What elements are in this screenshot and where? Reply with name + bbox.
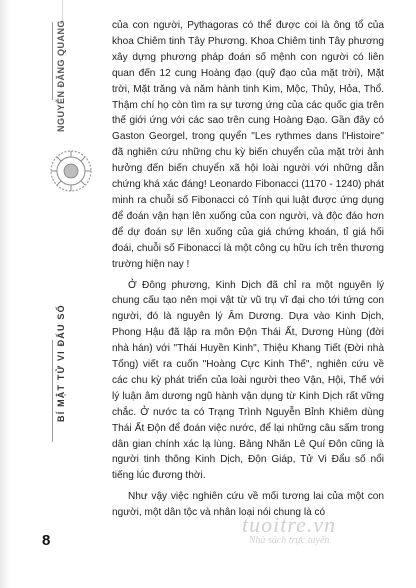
- ornament-emblem-icon: [48, 148, 94, 194]
- paragraph-2: Ở Đông phương, Kinh Dịch đã chỉ ra một nguyên lý chung cấu tạo nên mọi vật từ vũ trụ vĩ đại cho tới tứng con người, đó là nguyên lý Âm Dương. Dựa vào Kinh Dịch, Phong Hậu đã lập ra môn Độn Thái Ất, Dương Hùng (đời nhà hán) với "Thái Huyền Kinh", Thiệu Khang Tiết (Đời nhà Tống) viết ra cuốn "Hoàng Cực Kinh Thế", nghiên cứu về các chu kỳ phát triển của loài người theo Vận, Hội, Thế với lý luận âm dương ngũ hành vận dụng từ Kinh Dịch rất vững chắc. Ở nước ta có Trạng Trình Nguyễn Bỉnh Khiêm dùng Thái Ất Độn để đoán việc nước, để lại những câu sấm trong dân gian chính xác lạ lùng. Bảng Nhãn Lê Quí Đôn cũng là người tinh thông Kinh Dịch, Độn Giáp, Tử Vi Đẩu số nổi tiếng lúc đương thời.: [112, 279, 384, 482]
- watermark-brand: tuoitre.vn: [242, 512, 337, 537]
- body-text: [112, 18, 384, 526]
- margin-rule-upper: [52, 22, 53, 100]
- top-margin-divider: [62, 0, 63, 22]
- paragraph-3: Như vậy việc nghiên cứu về mối tương lai của một con người, một dân tộc và nhân loại nói chung là có: [112, 491, 384, 519]
- book-title: BÍ MẬT TỬ VI ĐẨU SỐ: [56, 304, 66, 422]
- watermark-tagline: Nhà sách trực tuyến: [248, 535, 330, 546]
- page-number: 8: [42, 532, 51, 549]
- paragraph-1: của con người, Pythagoras có thể được coi là ông tổ của khoa Chiêm tinh Tây Phương. Khoa Chiêm tinh Tây phương xây dựng phương pháp đoán số mệnh con người có liên quan đến 12 cung Hoàng đạo (quỹ đạo của mặt trời), Mặt trời, Mặt trăng và năm hành tinh Kim, Mộc, Thủy, Hỏa, Thổ. Thậm chí họ còn tìm ra sự tương ứng của các quốc gia trên thế giới ứng với các sao trên cung Hoàng Đạo. Gần đây có Gaston Georgel, trong quyển "Les rythmes dans l'Histoire" đã nghiên cứu những chu kỳ biến chuyển của mặt trời ảnh hưởng đến biến chuyển xã hội loài người với những dẫn chứng khá xác đáng! Leonardo Fibonacci (1170 - 1240) phát minh ra chuỗi số Fibonacci có Tính qui luật được ứng dụng để đoán vận hạn lên xuống của con người, và độc đáo hơn để dự đoán sự lên xuống của giá chứng khoán, tỉ giá hối đoái, chuỗi số Fibonacci là một công cụ hữu ích trên thương trường hiện nay !: [112, 20, 384, 270]
- binding-shadow: [0, 0, 10, 588]
- margin-rule-lower: [52, 340, 53, 442]
- author-name: NGUYỄN ĐĂNG QUANG: [56, 19, 66, 132]
